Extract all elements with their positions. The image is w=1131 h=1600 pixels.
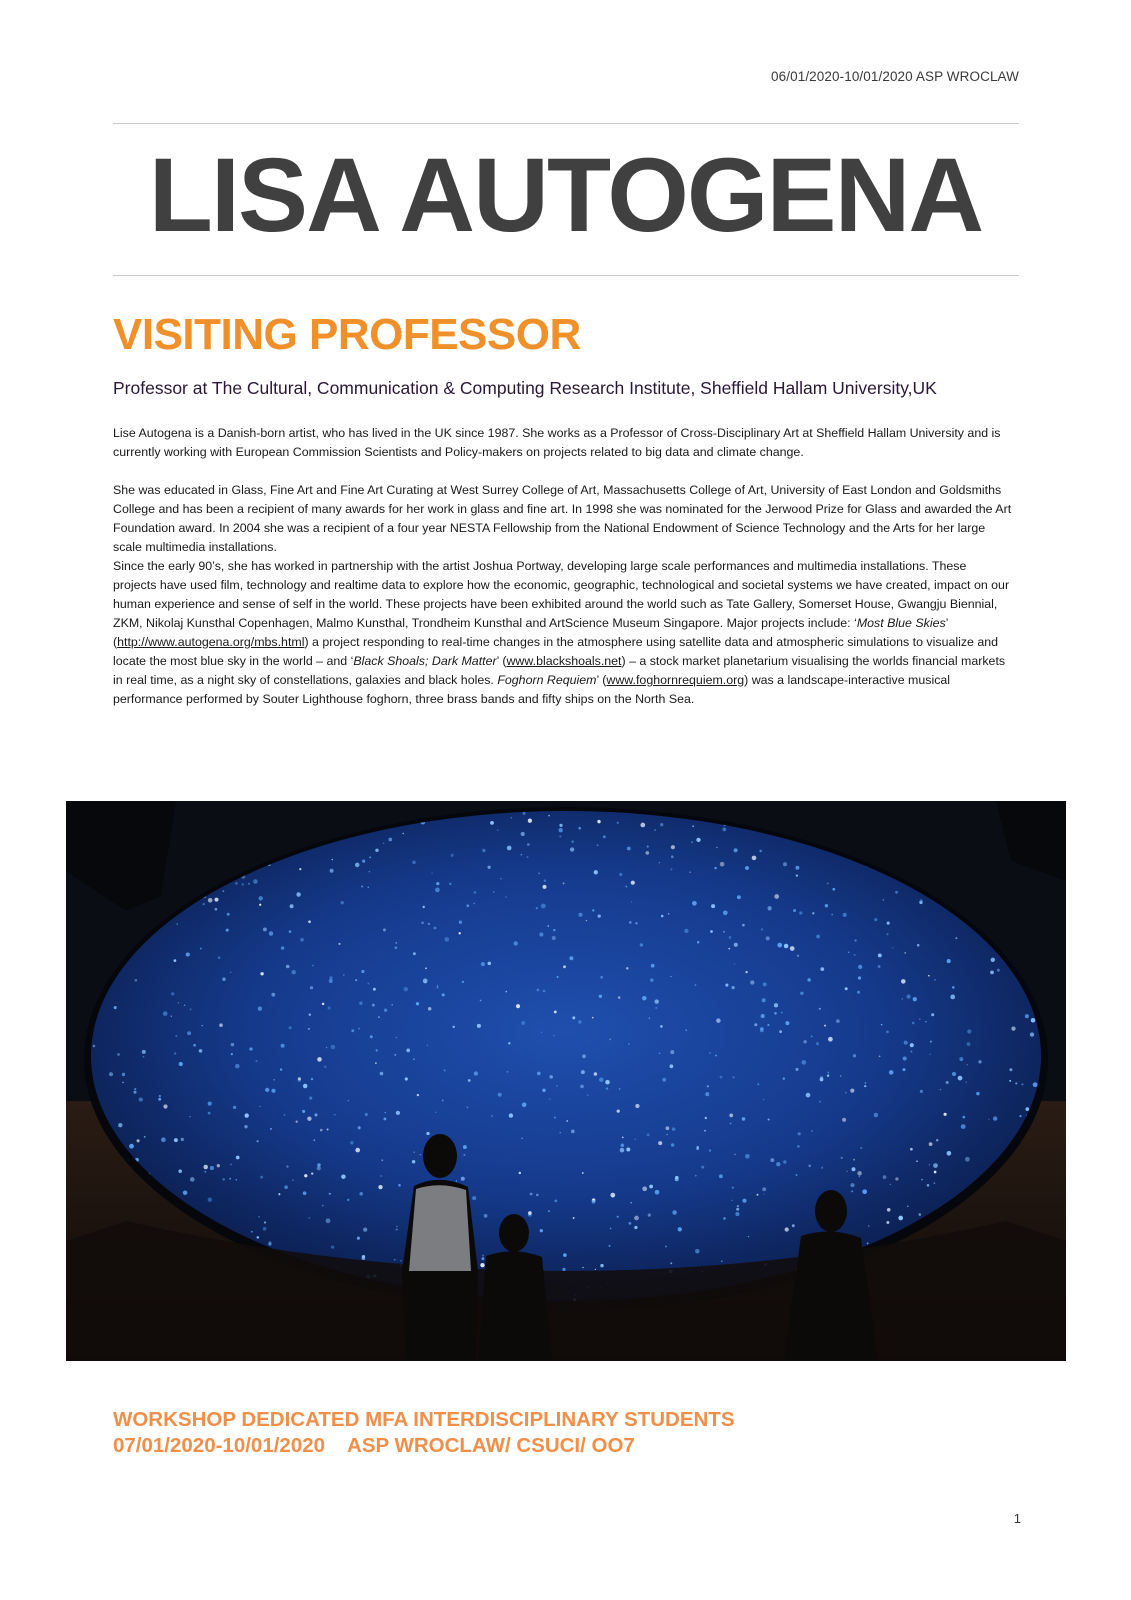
page-number: 1 — [1013, 1511, 1021, 1526]
link-foghornrequiem[interactable]: www.foghornrequiem.org — [606, 673, 745, 687]
bio-paragraph-3 — [113, 557, 1013, 709]
planetarium-photo — [66, 801, 1066, 1361]
bio-p3-text: ’ ( — [496, 654, 507, 668]
link-blackshoals[interactable]: www.blackshoals.net — [506, 654, 622, 668]
project-foghorn-requiem: Foghorn Requiem — [497, 673, 597, 687]
header-date-location: 06/01/2020-10/01/2020 ASP WROCLAW — [771, 69, 1019, 84]
biography — [113, 424, 1013, 709]
bio-paragraph-2: She was educated in Glass, Fine Art and Fine Art Curating at West Surrey College of Art, Massachusetts College of Art, University of East London and Goldsmiths College and has been a recipient of many awards for her work in glass and fine art. In 1998 she was nominated for the Jerwood Prize for Glass and awarded the Art Foundation award. In 2004 she was a recipient of a four year NESTA Fellowship from the National Endowment of Science Technology and the Arts for her large scale multimedia installations. — [113, 483, 1012, 554]
project-most-blue-skies: Most Blue Skies — [856, 616, 946, 630]
link-autogena[interactable]: http://www.autogena.org/mbs.html — [117, 635, 305, 649]
bio-p3-text: ) was a landscape-interactive musical performance performed by Souter Lighthouse foghorn, three brass bands and fifty ships on the North Sea. — [113, 673, 951, 706]
project-black-shoals: Black Shoals; Dark Matter — [353, 654, 497, 668]
affiliation-subtitle: Professor at The Cultural, Communication & Computing Research Institute, Sheffield Hallam University,UK — [113, 378, 937, 398]
workshop-heading — [113, 1407, 735, 1459]
workshop-place: ASP WROCLAW/ CSUCI/ OO7 — [347, 1434, 635, 1457]
workshop-line-2 — [113, 1433, 735, 1459]
bio-p3-text: ) a project responding to real-time changes in the atmosphere using satellite data and atmospheric simulations to visualize and locate the most blue sky in the world – and ‘ — [113, 635, 999, 668]
bio-p3-text: ) – a stock market planetarium visualising the worlds financial markets in real time, as a night sky of constellations, galaxies and black holes. — [113, 654, 1006, 687]
role-heading: VISITING PROFESSOR — [113, 310, 581, 359]
bio-p3-text: ’ ( — [113, 616, 948, 649]
bio-p3-text: ’ ( — [596, 673, 607, 687]
workshop-dates: 07/01/2020-10/01/2020 — [113, 1434, 326, 1457]
title-divider — [113, 275, 1019, 276]
bio-paragraph-1: Lise Autogena is a Danish-born artist, who has lived in the UK since 1987. She works as a Professor of Cross-Disciplinary Art at Sheffield Hallam University and is currently working with European Commission Scientists and Policy-makers on projects related to big data and climate change. — [113, 426, 1001, 459]
bio-p3-intro: Since the early 90’s, she has worked in partnership with the artist Joshua Portway, developing large scale performances and multimedia installations. These projects have used film, technology and realtime data to explore how the economic, geographic, technological and societal systems we have created, impact on our human experience and sense of self in the world. These projects have been exhibited around the world such as Tate Gallery, Somerset House, Gwangju Biennial, ZKM, Nikolaj Kunsthal Copenhagen, Malmo Kunsthal, Trondheim Kunsthal and ArtScience Museum Singapore. Major projects include: ‘ — [113, 559, 1010, 630]
artist-name: LISA AUTOGENA — [148, 137, 983, 254]
top-divider — [113, 123, 1019, 124]
workshop-line-1: WORKSHOP DEDICATED MFA INTERDISCIPLINARY STUDENTS — [113, 1408, 735, 1431]
